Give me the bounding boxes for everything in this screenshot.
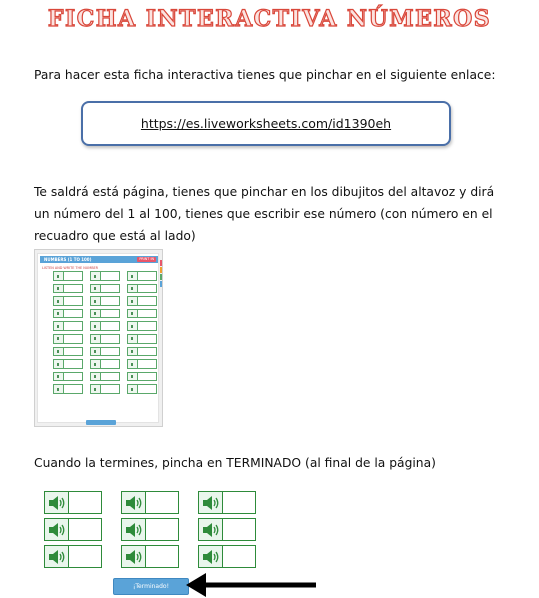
worksheet-answer-cell xyxy=(90,309,120,319)
speaker-icon xyxy=(54,360,64,368)
worksheet-answer-cell xyxy=(90,296,120,306)
speaker-icon xyxy=(91,297,101,305)
speaker-icon xyxy=(128,385,138,393)
speaker-icon xyxy=(91,373,101,381)
worksheet-answer-cell xyxy=(127,372,157,382)
answer-cell xyxy=(121,545,179,568)
worksheet-answer-cell xyxy=(90,359,120,369)
answer-box xyxy=(101,310,119,318)
worksheet-answer-cell xyxy=(90,372,120,382)
answer-box xyxy=(138,285,156,293)
speaker-icon xyxy=(122,492,146,513)
worksheet-header-tag: PRINT IN xyxy=(139,257,154,261)
answer-input xyxy=(146,546,178,567)
worksheet-answer-cell xyxy=(90,271,120,281)
speaker-icon xyxy=(45,546,69,567)
answer-cell xyxy=(44,491,102,514)
answer-box xyxy=(64,285,82,293)
worksheet-answer-cell xyxy=(90,347,120,357)
worksheet-answer-cell xyxy=(127,334,157,344)
answer-box xyxy=(138,297,156,305)
worksheet-answer-cell xyxy=(90,334,120,344)
speaker-icon xyxy=(45,492,69,513)
page-title: FICHA INTERACTIVA NÚMEROS xyxy=(47,6,492,32)
speaker-icon xyxy=(54,322,64,330)
speaker-icon xyxy=(91,348,101,356)
speaker-icon xyxy=(122,546,146,567)
answer-input xyxy=(69,492,101,513)
speaker-icon xyxy=(54,335,64,343)
speaker-icon xyxy=(54,385,64,393)
speaker-icon xyxy=(199,546,223,567)
worksheet-answer-cell xyxy=(53,334,83,344)
answer-box xyxy=(101,285,119,293)
speaker-icon xyxy=(91,360,101,368)
answer-box xyxy=(101,272,119,280)
worksheet-answer-cell xyxy=(53,384,83,394)
answer-box xyxy=(64,310,82,318)
instructions-text: Te saldrá está página, tienes que pinchar en los dibujitos del altavoz y dirá un número del 1 al 100, tienes que escribir ese número (con número en el recuadro que está al lado) xyxy=(34,185,495,243)
answer-box xyxy=(138,373,156,381)
answer-box xyxy=(101,360,119,368)
speaker-icon xyxy=(91,272,101,280)
worksheet-header-title: NUMBERS (1 TO 100) xyxy=(44,257,92,262)
answer-box xyxy=(64,360,82,368)
answer-box xyxy=(101,297,119,305)
speaker-icon xyxy=(45,519,69,540)
answer-box xyxy=(138,335,156,343)
worksheet-grid xyxy=(53,271,158,394)
speaker-icon xyxy=(91,335,101,343)
worksheet-answer-cell xyxy=(53,309,83,319)
answer-box xyxy=(101,385,119,393)
worksheet-answer-cell xyxy=(127,321,157,331)
worksheet-answer-cell xyxy=(127,284,157,294)
answer-box xyxy=(64,373,82,381)
terminado-button[interactable]: ¡Terminado! xyxy=(113,578,189,595)
speaker-icon xyxy=(54,297,64,305)
arrow-left-icon xyxy=(186,572,320,598)
worksheet-answer-cell xyxy=(53,347,83,357)
speaker-icon xyxy=(91,310,101,318)
worksheet-answer-cell xyxy=(127,271,157,281)
speaker-icon xyxy=(128,335,138,343)
speaker-icon xyxy=(91,385,101,393)
speaker-icon xyxy=(54,310,64,318)
answer-input xyxy=(146,519,178,540)
worksheet-answer-cell xyxy=(127,384,157,394)
speaker-icon xyxy=(122,519,146,540)
worksheet-answer-cell xyxy=(127,359,157,369)
speaker-icon xyxy=(128,285,138,293)
worksheet-answer-cell xyxy=(127,347,157,357)
answer-input xyxy=(223,492,255,513)
worksheet-header xyxy=(40,256,158,263)
answer-grid-snippet xyxy=(44,491,256,569)
finish-note: Cuando la termines, pincha en TERMINADO (al final de la página) xyxy=(34,456,436,470)
speaker-icon xyxy=(128,272,138,280)
side-tab xyxy=(160,260,163,266)
worksheet-side-tabs xyxy=(160,260,163,288)
answer-input xyxy=(69,546,101,567)
worksheet-page xyxy=(37,253,159,423)
answer-cell xyxy=(198,545,256,568)
speaker-icon xyxy=(199,519,223,540)
link-box xyxy=(81,101,451,146)
side-tab xyxy=(160,267,163,273)
answer-input xyxy=(69,519,101,540)
worksheet-answer-cell xyxy=(53,271,83,281)
speaker-icon xyxy=(128,297,138,305)
answer-box xyxy=(64,385,82,393)
worksheet-answer-cell xyxy=(53,296,83,306)
speaker-icon xyxy=(54,373,64,381)
answer-cell xyxy=(198,491,256,514)
answer-cell xyxy=(44,518,102,541)
intro-text: Para hacer esta ficha interactiva tienes que pinchar en el siguiente enlace: xyxy=(34,68,496,82)
answer-box xyxy=(138,322,156,330)
worksheet-answer-cell xyxy=(53,359,83,369)
speaker-icon xyxy=(54,272,64,280)
answer-box xyxy=(101,335,119,343)
worksheet-answer-cell xyxy=(127,309,157,319)
speaker-icon xyxy=(128,348,138,356)
answer-input xyxy=(223,546,255,567)
answer-cell xyxy=(44,545,102,568)
answer-box xyxy=(64,335,82,343)
worksheet-answer-cell xyxy=(53,284,83,294)
worksheet-finish-button xyxy=(86,420,116,425)
worksheet-screenshot xyxy=(34,249,163,427)
worksheet-link[interactable]: https://es.liveworksheets.com/id1390eh xyxy=(140,116,392,131)
answer-box xyxy=(64,272,82,280)
speaker-icon xyxy=(128,322,138,330)
speaker-icon xyxy=(128,360,138,368)
speaker-icon xyxy=(128,310,138,318)
answer-box xyxy=(138,310,156,318)
side-tab xyxy=(160,281,163,287)
answer-box xyxy=(138,348,156,356)
side-tab xyxy=(160,274,163,280)
worksheet-answer-cell xyxy=(90,384,120,394)
speaker-icon xyxy=(54,285,64,293)
worksheet-subtitle: LISTEN AND WRITE THE NUMBER xyxy=(42,266,99,270)
answer-box xyxy=(64,322,82,330)
speaker-icon xyxy=(199,492,223,513)
answer-cell xyxy=(198,518,256,541)
worksheet-answer-cell xyxy=(90,321,120,331)
speaker-icon xyxy=(91,322,101,330)
answer-box xyxy=(101,322,119,330)
answer-input xyxy=(223,519,255,540)
worksheet-answer-cell xyxy=(53,372,83,382)
worksheet-answer-cell xyxy=(127,296,157,306)
answer-cell xyxy=(121,518,179,541)
answer-cell xyxy=(121,491,179,514)
answer-box xyxy=(101,373,119,381)
answer-box xyxy=(64,348,82,356)
answer-box xyxy=(138,272,156,280)
answer-box xyxy=(64,297,82,305)
answer-input xyxy=(146,492,178,513)
answer-box xyxy=(138,360,156,368)
worksheet-answer-cell xyxy=(53,321,83,331)
answer-box xyxy=(138,385,156,393)
speaker-icon xyxy=(128,373,138,381)
speaker-icon xyxy=(54,348,64,356)
worksheet-answer-cell xyxy=(90,284,120,294)
answer-box xyxy=(101,348,119,356)
speaker-icon xyxy=(91,285,101,293)
